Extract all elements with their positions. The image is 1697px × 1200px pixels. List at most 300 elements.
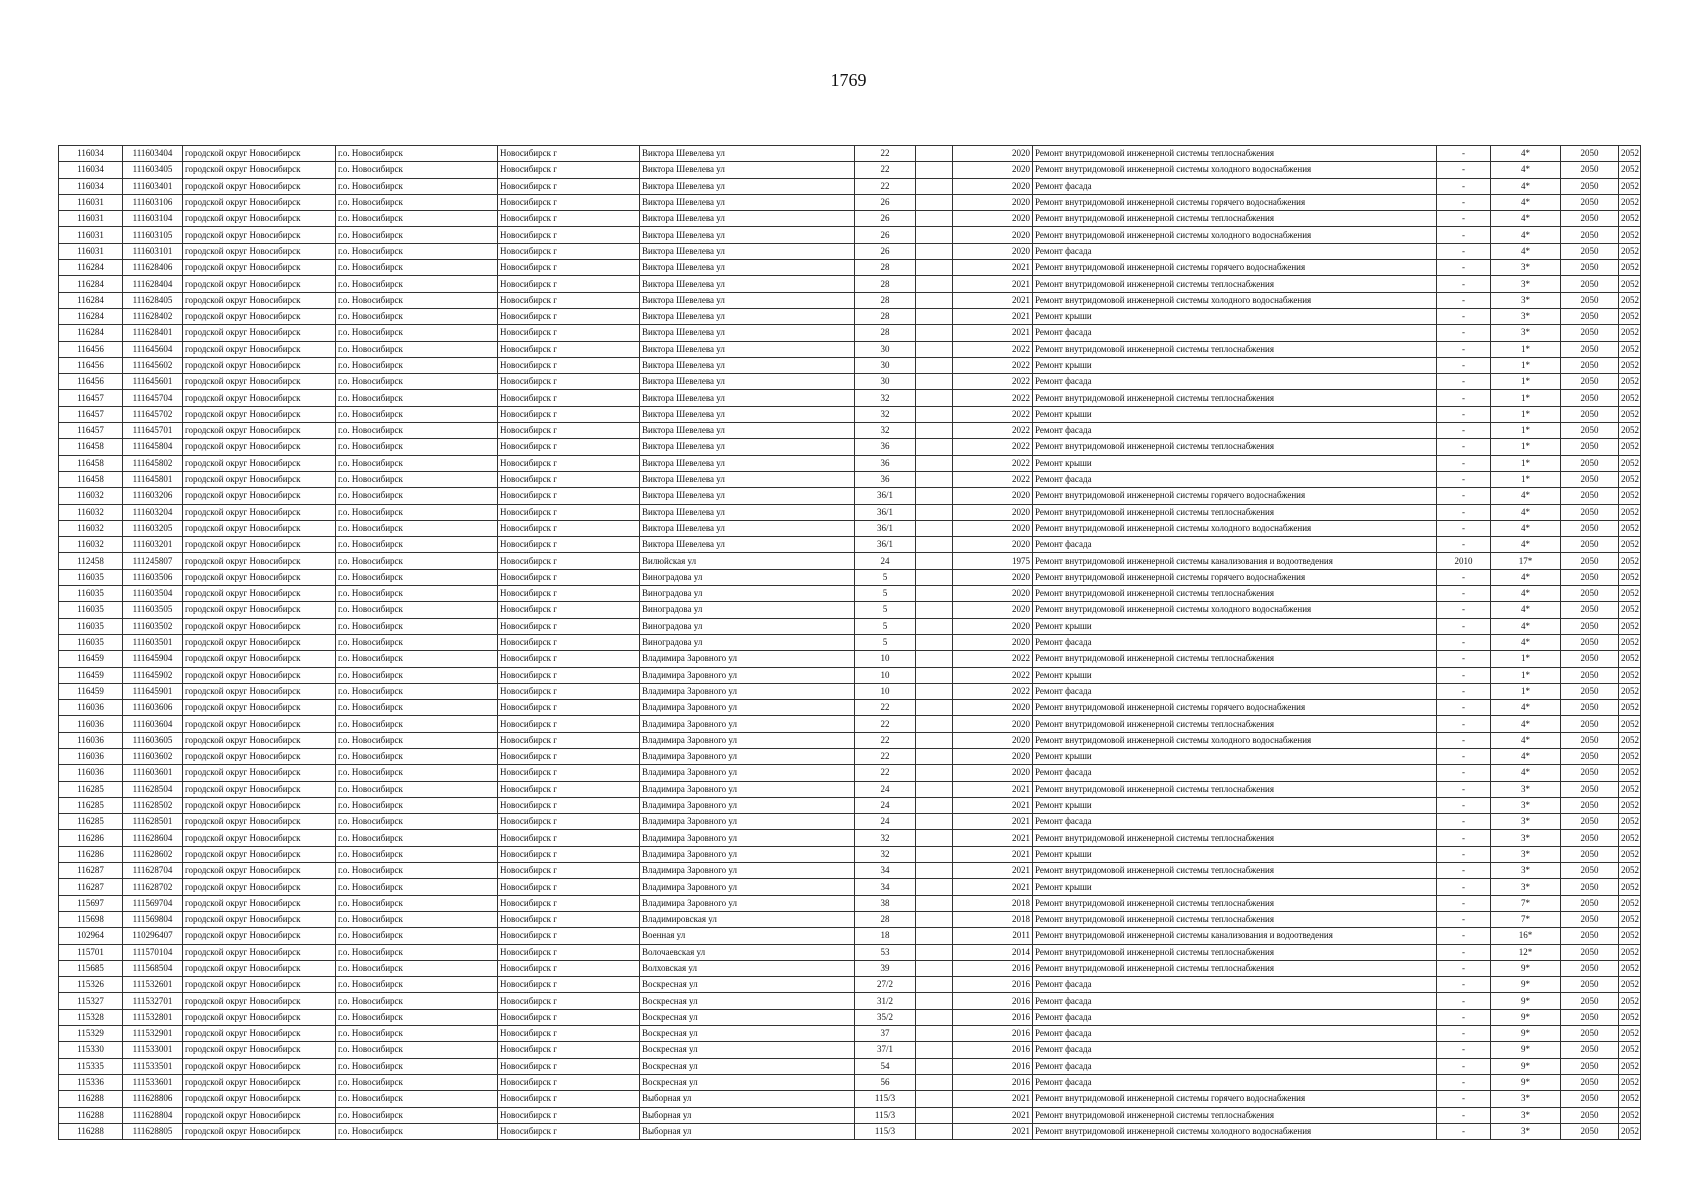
cell-year: 2022 (953, 683, 1033, 699)
cell-municipality: городской округ Новосибирск (183, 977, 336, 993)
cell-house-id: 116035 (59, 569, 123, 585)
cell-year: 2018 (953, 895, 1033, 911)
cell-work-type: Ремонт внутридомовой инженерной системы горячего водоснабжения (1033, 1091, 1437, 1107)
table-row (59, 1074, 1641, 1090)
cell-last-repair-year: - (1437, 211, 1491, 227)
cell-settlement: Новосибирск г (498, 537, 640, 553)
cell-record-id: 110296407 (123, 928, 183, 944)
cell-last-repair-year: - (1437, 504, 1491, 520)
cell-house-number: 22 (855, 748, 916, 764)
cell-municipality: городской округ Новосибирск (183, 553, 336, 569)
cell-last-repair-year: - (1437, 471, 1491, 487)
cell-house-number: 28 (855, 260, 916, 276)
cell-municipality: городской округ Новосибирск (183, 569, 336, 585)
cell-years-since: 3* (1491, 830, 1561, 846)
cell-house-id: 115326 (59, 977, 123, 993)
cell-house-number: 5 (855, 569, 916, 585)
cell-record-id: 111603401 (123, 178, 183, 194)
cell-house-id: 116036 (59, 732, 123, 748)
cell-settlement: Новосибирск г (498, 895, 640, 911)
cell-work-type: Ремонт крыши (1033, 455, 1437, 471)
cell-municipality: городской округ Новосибирск (183, 634, 336, 650)
cell-settlement: Новосибирск г (498, 977, 640, 993)
cell-house-id: 116456 (59, 357, 123, 373)
table-row (59, 341, 1641, 357)
cell-last-repair-year: - (1437, 618, 1491, 634)
cell-street: Выборная ул (640, 1123, 855, 1139)
cell-record-id: 111569704 (123, 895, 183, 911)
cell-year: 2021 (953, 276, 1033, 292)
cell-work-type: Ремонт фасада (1033, 977, 1437, 993)
cell-years-since: 3* (1491, 781, 1561, 797)
cell-settlement: Новосибирск г (498, 504, 640, 520)
cell-record-id: 111570104 (123, 944, 183, 960)
cell-municipal-unit: г.о. Новосибирск (336, 911, 498, 927)
cell-years-since: 4* (1491, 569, 1561, 585)
cell-last-repair-year: - (1437, 586, 1491, 602)
cell-year: 2016 (953, 977, 1033, 993)
cell-house-number: 38 (855, 895, 916, 911)
cell-building (916, 846, 953, 862)
cell-municipality: городской округ Новосибирск (183, 928, 336, 944)
cell-municipal-unit: г.о. Новосибирск (336, 879, 498, 895)
cell-house-id: 116032 (59, 488, 123, 504)
cell-years-since: 1* (1491, 471, 1561, 487)
cell-work-type: Ремонт внутридомовой инженерной системы теплоснабжения (1033, 439, 1437, 455)
cell-record-id: 111628406 (123, 260, 183, 276)
cell-record-id: 111628804 (123, 1107, 183, 1123)
table-row (59, 960, 1641, 976)
cell-settlement: Новосибирск г (498, 960, 640, 976)
cell-plan-end: 2052 (1619, 618, 1641, 634)
cell-municipality: городской округ Новосибирск (183, 260, 336, 276)
cell-building (916, 488, 953, 504)
cell-building (916, 732, 953, 748)
cell-work-type: Ремонт внутридомовой инженерной системы теплоснабжения (1033, 276, 1437, 292)
cell-record-id: 111603601 (123, 765, 183, 781)
cell-municipal-unit: г.о. Новосибирск (336, 390, 498, 406)
cell-house-id: 116034 (59, 146, 123, 162)
cell-municipality: городской округ Новосибирск (183, 1058, 336, 1074)
cell-municipal-unit: г.о. Новосибирск (336, 977, 498, 993)
cell-year: 2020 (953, 586, 1033, 602)
cell-municipal-unit: г.о. Новосибирск (336, 260, 498, 276)
cell-street: Виктора Шевелева ул (640, 325, 855, 341)
cell-year: 2021 (953, 781, 1033, 797)
cell-plan-start: 2050 (1561, 1058, 1619, 1074)
cell-building (916, 553, 953, 569)
cell-municipal-unit: г.о. Новосибирск (336, 814, 498, 830)
cell-record-id: 111645804 (123, 439, 183, 455)
cell-house-id: 116032 (59, 537, 123, 553)
table-row (59, 471, 1641, 487)
cell-work-type: Ремонт внутридомовой инженерной системы холодного водоснабжения (1033, 292, 1437, 308)
cell-last-repair-year: - (1437, 634, 1491, 650)
cell-municipality: городской округ Новосибирск (183, 618, 336, 634)
cell-record-id: 111569804 (123, 911, 183, 927)
cell-plan-start: 2050 (1561, 537, 1619, 553)
cell-work-type: Ремонт фасада (1033, 1074, 1437, 1090)
cell-house-id: 116287 (59, 863, 123, 879)
cell-years-since: 4* (1491, 162, 1561, 178)
cell-municipality: городской округ Новосибирск (183, 1123, 336, 1139)
cell-work-type: Ремонт внутридомовой инженерной системы холодного водоснабжения (1033, 1123, 1437, 1139)
cell-settlement: Новосибирск г (498, 390, 640, 406)
cell-house-id: 116459 (59, 683, 123, 699)
cell-municipal-unit: г.о. Новосибирск (336, 243, 498, 259)
cell-municipal-unit: г.о. Новосибирск (336, 325, 498, 341)
cell-municipal-unit: г.о. Новосибирск (336, 439, 498, 455)
cell-record-id: 111645704 (123, 390, 183, 406)
cell-building (916, 602, 953, 618)
table-row (59, 928, 1641, 944)
cell-street: Владимира Заровного ул (640, 732, 855, 748)
cell-last-repair-year: - (1437, 1026, 1491, 1042)
cell-work-type: Ремонт крыши (1033, 879, 1437, 895)
cell-house-id: 115685 (59, 960, 123, 976)
cell-last-repair-year: - (1437, 1009, 1491, 1025)
cell-last-repair-year: - (1437, 569, 1491, 585)
cell-municipal-unit: г.о. Новосибирск (336, 341, 498, 357)
cell-plan-end: 2052 (1619, 308, 1641, 324)
cell-municipality: городской округ Новосибирск (183, 471, 336, 487)
cell-street: Воскресная ул (640, 1026, 855, 1042)
cell-record-id: 111603104 (123, 211, 183, 227)
cell-plan-end: 2052 (1619, 977, 1641, 993)
cell-municipal-unit: г.о. Новосибирск (336, 504, 498, 520)
cell-years-since: 3* (1491, 814, 1561, 830)
cell-settlement: Новосибирск г (498, 1107, 640, 1123)
cell-years-since: 4* (1491, 194, 1561, 210)
cell-building (916, 781, 953, 797)
cell-plan-start: 2050 (1561, 390, 1619, 406)
cell-year: 2022 (953, 667, 1033, 683)
cell-street: Виноградова ул (640, 602, 855, 618)
cell-year: 2020 (953, 748, 1033, 764)
cell-record-id: 111628501 (123, 814, 183, 830)
cell-plan-start: 2050 (1561, 1042, 1619, 1058)
cell-house-number: 36/1 (855, 537, 916, 553)
cell-building (916, 390, 953, 406)
cell-house-number: 18 (855, 928, 916, 944)
table-row (59, 390, 1641, 406)
cell-plan-end: 2052 (1619, 211, 1641, 227)
cell-municipal-unit: г.о. Новосибирск (336, 1107, 498, 1123)
cell-municipality: городской округ Новосибирск (183, 781, 336, 797)
cell-house-number: 5 (855, 586, 916, 602)
cell-street: Выборная ул (640, 1091, 855, 1107)
cell-last-repair-year: - (1437, 178, 1491, 194)
cell-plan-end: 2052 (1619, 292, 1641, 308)
cell-municipality: городской округ Новосибирск (183, 602, 336, 618)
cell-plan-start: 2050 (1561, 292, 1619, 308)
cell-municipality: городской округ Новосибирск (183, 227, 336, 243)
cell-work-type: Ремонт фасада (1033, 765, 1437, 781)
cell-last-repair-year: - (1437, 765, 1491, 781)
cell-house-id: 115330 (59, 1042, 123, 1058)
cell-building (916, 569, 953, 585)
table-row (59, 292, 1641, 308)
cell-settlement: Новосибирск г (498, 863, 640, 879)
cell-year: 2021 (953, 292, 1033, 308)
cell-house-number: 34 (855, 879, 916, 895)
cell-municipal-unit: г.о. Новосибирск (336, 895, 498, 911)
cell-building (916, 1009, 953, 1025)
cell-house-id: 116032 (59, 504, 123, 520)
cell-house-number: 115/3 (855, 1123, 916, 1139)
cell-years-since: 1* (1491, 455, 1561, 471)
cell-last-repair-year: - (1437, 1042, 1491, 1058)
cell-building (916, 211, 953, 227)
cell-last-repair-year: - (1437, 748, 1491, 764)
table-row (59, 194, 1641, 210)
cell-years-since: 3* (1491, 292, 1561, 308)
cell-settlement: Новосибирск г (498, 194, 640, 210)
cell-last-repair-year: - (1437, 276, 1491, 292)
cell-street: Военная ул (640, 928, 855, 944)
cell-record-id: 111603604 (123, 716, 183, 732)
cell-plan-end: 2052 (1619, 846, 1641, 862)
cell-plan-end: 2052 (1619, 423, 1641, 439)
cell-building (916, 162, 953, 178)
cell-record-id: 111628504 (123, 781, 183, 797)
cell-municipality: городской округ Новосибирск (183, 406, 336, 422)
cell-municipality: городской округ Новосибирск (183, 667, 336, 683)
cell-municipal-unit: г.о. Новосибирск (336, 178, 498, 194)
cell-record-id: 111645802 (123, 455, 183, 471)
cell-house-number: 28 (855, 325, 916, 341)
cell-municipal-unit: г.о. Новосибирск (336, 797, 498, 813)
cell-building (916, 716, 953, 732)
cell-house-number: 5 (855, 618, 916, 634)
cell-street: Виктора Шевелева ул (640, 390, 855, 406)
cell-work-type: Ремонт внутридомовой инженерной системы горячего водоснабжения (1033, 700, 1437, 716)
cell-house-number: 24 (855, 553, 916, 569)
cell-settlement: Новосибирск г (498, 227, 640, 243)
cell-plan-start: 2050 (1561, 879, 1619, 895)
cell-year: 2021 (953, 260, 1033, 276)
cell-plan-end: 2052 (1619, 504, 1641, 520)
cell-year: 1975 (953, 553, 1033, 569)
cell-building (916, 308, 953, 324)
cell-last-repair-year: 2010 (1437, 553, 1491, 569)
cell-street: Владимира Заровного ул (640, 830, 855, 846)
table-row (59, 993, 1641, 1009)
cell-settlement: Новосибирск г (498, 341, 640, 357)
table-row (59, 227, 1641, 243)
cell-last-repair-year: - (1437, 863, 1491, 879)
table-row (59, 162, 1641, 178)
cell-street: Виноградова ул (640, 618, 855, 634)
cell-plan-end: 2052 (1619, 732, 1641, 748)
cell-record-id: 111645904 (123, 651, 183, 667)
cell-plan-start: 2050 (1561, 977, 1619, 993)
cell-plan-start: 2050 (1561, 1026, 1619, 1042)
cell-record-id: 111603602 (123, 748, 183, 764)
cell-municipal-unit: г.о. Новосибирск (336, 194, 498, 210)
cell-building (916, 895, 953, 911)
cell-settlement: Новосибирск г (498, 488, 640, 504)
cell-settlement: Новосибирск г (498, 243, 640, 259)
cell-settlement: Новосибирск г (498, 765, 640, 781)
cell-house-number: 32 (855, 846, 916, 862)
cell-plan-start: 2050 (1561, 439, 1619, 455)
table-row (59, 797, 1641, 813)
cell-plan-end: 2052 (1619, 667, 1641, 683)
cell-record-id: 111533501 (123, 1058, 183, 1074)
cell-years-since: 3* (1491, 1091, 1561, 1107)
cell-plan-end: 2052 (1619, 1058, 1641, 1074)
cell-settlement: Новосибирск г (498, 634, 640, 650)
cell-plan-start: 2050 (1561, 488, 1619, 504)
cell-street: Владимира Заровного ул (640, 863, 855, 879)
cell-municipality: городской округ Новосибирск (183, 830, 336, 846)
cell-plan-start: 2050 (1561, 520, 1619, 536)
cell-plan-end: 2052 (1619, 178, 1641, 194)
cell-plan-start: 2050 (1561, 260, 1619, 276)
cell-municipal-unit: г.о. Новосибирск (336, 1091, 498, 1107)
cell-years-since: 9* (1491, 1074, 1561, 1090)
cell-municipality: городской округ Новосибирск (183, 325, 336, 341)
cell-settlement: Новосибирск г (498, 455, 640, 471)
cell-record-id: 111645902 (123, 667, 183, 683)
cell-house-id: 102964 (59, 928, 123, 944)
cell-plan-start: 2050 (1561, 1009, 1619, 1025)
cell-municipality: городской округ Новосибирск (183, 162, 336, 178)
cell-building (916, 243, 953, 259)
cell-work-type: Ремонт внутридомовой инженерной системы холодного водоснабжения (1033, 227, 1437, 243)
cell-municipal-unit: г.о. Новосибирск (336, 1058, 498, 1074)
cell-years-since: 9* (1491, 960, 1561, 976)
cell-plan-start: 2050 (1561, 993, 1619, 1009)
cell-year: 2020 (953, 504, 1033, 520)
cell-street: Владимира Заровного ул (640, 667, 855, 683)
cell-house-id: 116036 (59, 765, 123, 781)
cell-street: Виктора Шевелева ул (640, 357, 855, 373)
cell-municipality: городской округ Новосибирск (183, 537, 336, 553)
cell-building (916, 1123, 953, 1139)
cell-municipality: городской округ Новосибирск (183, 814, 336, 830)
cell-last-repair-year: - (1437, 308, 1491, 324)
cell-house-number: 115/3 (855, 1107, 916, 1123)
cell-municipality: городской округ Новосибирск (183, 146, 336, 162)
cell-street: Виктора Шевелева ул (640, 341, 855, 357)
cell-last-repair-year: - (1437, 781, 1491, 797)
cell-last-repair-year: - (1437, 194, 1491, 210)
cell-plan-start: 2050 (1561, 651, 1619, 667)
cell-settlement: Новосибирск г (498, 569, 640, 585)
cell-year: 2020 (953, 227, 1033, 243)
cell-plan-end: 2052 (1619, 455, 1641, 471)
cell-plan-end: 2052 (1619, 1042, 1641, 1058)
cell-last-repair-year: - (1437, 292, 1491, 308)
cell-municipal-unit: г.о. Новосибирск (336, 1009, 498, 1025)
cell-last-repair-year: - (1437, 146, 1491, 162)
cell-municipal-unit: г.о. Новосибирск (336, 732, 498, 748)
cell-years-since: 3* (1491, 1123, 1561, 1139)
cell-settlement: Новосибирск г (498, 211, 640, 227)
cell-plan-end: 2052 (1619, 357, 1641, 373)
cell-municipal-unit: г.о. Новосибирск (336, 162, 498, 178)
table-row (59, 618, 1641, 634)
cell-building (916, 1058, 953, 1074)
cell-house-id: 116032 (59, 520, 123, 536)
cell-plan-start: 2050 (1561, 1123, 1619, 1139)
cell-plan-start: 2050 (1561, 406, 1619, 422)
cell-work-type: Ремонт внутридомовой инженерной системы канализования и водоотведения (1033, 928, 1437, 944)
cell-building (916, 178, 953, 194)
cell-building (916, 797, 953, 813)
cell-house-number: 28 (855, 292, 916, 308)
cell-house-id: 116286 (59, 830, 123, 846)
cell-year: 2022 (953, 341, 1033, 357)
cell-municipality: городской округ Новосибирск (183, 716, 336, 732)
cell-street: Виктора Шевелева ул (640, 455, 855, 471)
cell-municipality: городской округ Новосибирск (183, 178, 336, 194)
cell-plan-start: 2050 (1561, 194, 1619, 210)
cell-work-type: Ремонт крыши (1033, 846, 1437, 862)
cell-years-since: 1* (1491, 439, 1561, 455)
cell-house-number: 22 (855, 700, 916, 716)
cell-house-number: 36/1 (855, 488, 916, 504)
cell-house-number: 26 (855, 211, 916, 227)
cell-house-number: 37 (855, 1026, 916, 1042)
cell-work-type: Ремонт внутридомовой инженерной системы теплоснабжения (1033, 504, 1437, 520)
cell-municipal-unit: г.о. Новосибирск (336, 944, 498, 960)
cell-years-since: 3* (1491, 797, 1561, 813)
cell-settlement: Новосибирск г (498, 520, 640, 536)
cell-plan-start: 2050 (1561, 863, 1619, 879)
cell-street: Виктора Шевелева ул (640, 146, 855, 162)
cell-record-id: 111603504 (123, 586, 183, 602)
cell-plan-start: 2050 (1561, 716, 1619, 732)
cell-settlement: Новосибирск г (498, 1009, 640, 1025)
cell-house-number: 28 (855, 911, 916, 927)
cell-municipal-unit: г.о. Новосибирск (336, 211, 498, 227)
cell-house-id: 115697 (59, 895, 123, 911)
cell-plan-end: 2052 (1619, 716, 1641, 732)
cell-record-id: 111603505 (123, 602, 183, 618)
cell-municipality: городской округ Новосибирск (183, 879, 336, 895)
cell-street: Воскресная ул (640, 1058, 855, 1074)
cell-work-type: Ремонт внутридомовой инженерной системы теплоснабжения (1033, 895, 1437, 911)
cell-plan-end: 2052 (1619, 1123, 1641, 1139)
cell-work-type: Ремонт внутридомовой инженерной системы теплоснабжения (1033, 390, 1437, 406)
cell-house-number: 32 (855, 830, 916, 846)
cell-municipality: городской округ Новосибирск (183, 455, 336, 471)
cell-last-repair-year: - (1437, 928, 1491, 944)
cell-street: Владимира Заровного ул (640, 748, 855, 764)
table-row (59, 1058, 1641, 1074)
cell-plan-start: 2050 (1561, 765, 1619, 781)
cell-work-type: Ремонт фасада (1033, 374, 1437, 390)
cell-plan-end: 2052 (1619, 814, 1641, 830)
cell-municipality: городской округ Новосибирск (183, 895, 336, 911)
cell-plan-end: 2052 (1619, 146, 1641, 162)
cell-house-number: 35/2 (855, 1009, 916, 1025)
cell-plan-end: 2052 (1619, 1091, 1641, 1107)
cell-last-repair-year: - (1437, 993, 1491, 1009)
cell-street: Виктора Шевелева ул (640, 211, 855, 227)
cell-plan-end: 2052 (1619, 797, 1641, 813)
cell-building (916, 928, 953, 944)
cell-street: Виктора Шевелева ул (640, 260, 855, 276)
cell-building (916, 1042, 953, 1058)
cell-work-type: Ремонт внутридомовой инженерной системы теплоснабжения (1033, 1107, 1437, 1123)
cell-street: Воскресная ул (640, 977, 855, 993)
cell-municipal-unit: г.о. Новосибирск (336, 863, 498, 879)
cell-work-type: Ремонт внутридомовой инженерной системы теплоснабжения (1033, 211, 1437, 227)
